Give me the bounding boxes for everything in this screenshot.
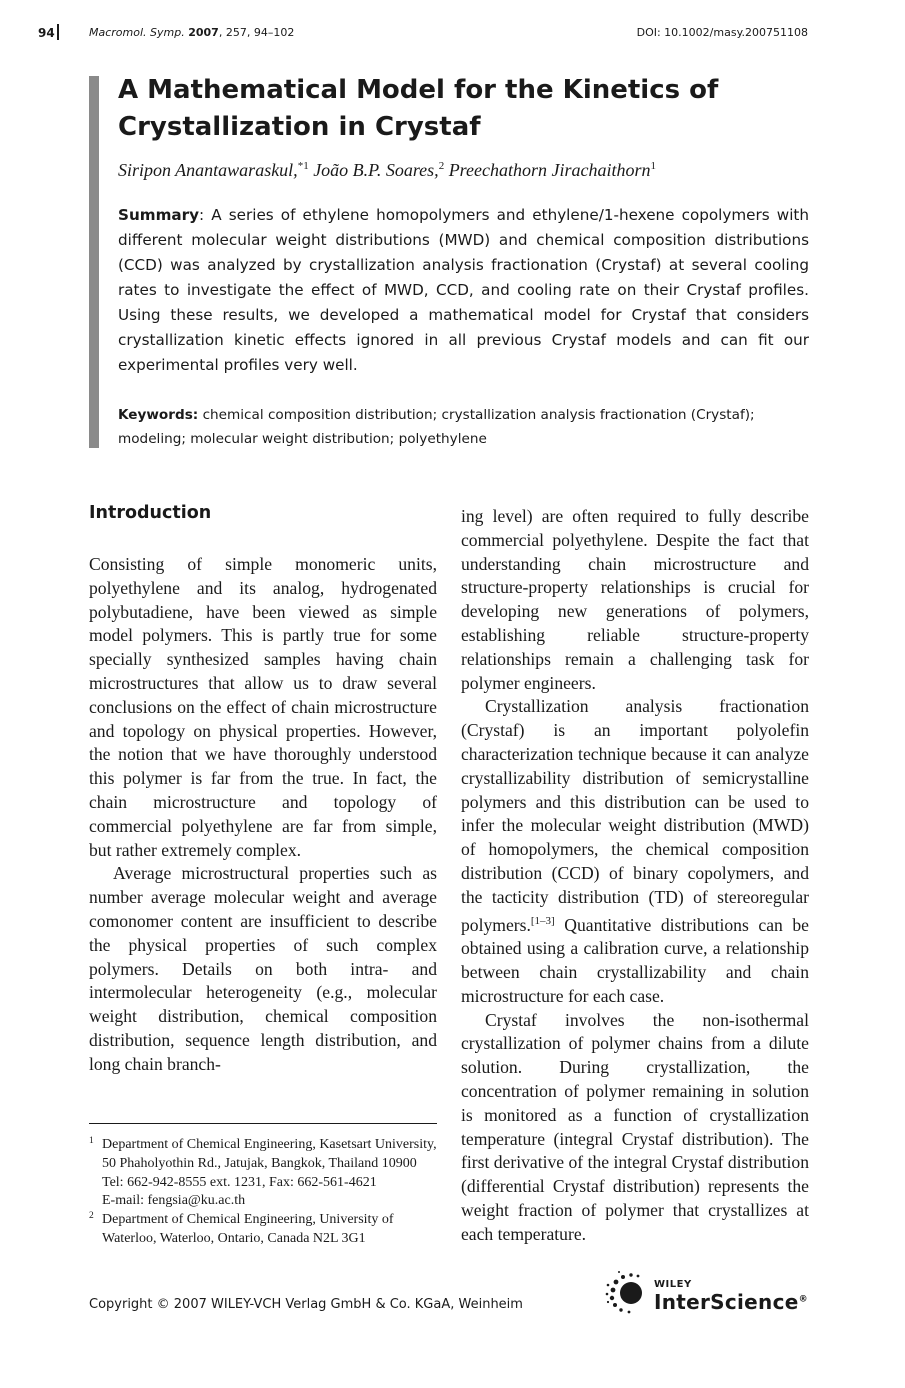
paragraph: ing level) are often required to fully describe commercial polyethylene. Despite the fact that understanding chain microstructure and structure-property relationships is crucial for developing new generations of polymers, establishing reliable structure-property relationships remain a challenging task for polymer engineers. [461,506,809,693]
footnotes [89,1136,439,1249]
right-column [461,505,809,1247]
author-list [118,160,818,181]
author-name: Siripon Anantawaraskul, [118,160,298,180]
footnote-number: 1 [89,1136,94,1146]
footnote-2 [89,1211,439,1249]
footnote-rule [89,1123,437,1124]
page-number-divider [57,24,59,40]
wiley-interscience-logo [604,1266,814,1316]
journal-name: Macromol. Symp. [89,26,185,39]
copyright-notice: Copyright © 2007 WILEY-VCH Verlag GmbH & Co. KGaA, Weinheim [89,1297,523,1312]
journal-year: 2007 [188,26,219,39]
page-number: 94 [38,26,55,40]
keywords-text: chemical composition distribution; crystallization analysis fractionation (Crystaf); modeling; molecular weight distribution; polyethylene [118,407,755,447]
paragraph: Crystaf involves the non-isothermal crystallization of polymer chains from a dilute solution. During crystallization, the concentration of polymer remaining in solution is monitored as a function of crystallization temperature (integral Crystaf distribution). The first derivative of the integral Crystaf distribution (differential Crystaf distribution) represents the weight fraction of polymer that crystallizes at each temperature. [461,1009,809,1244]
interscience-dots-icon [604,1270,650,1316]
keywords [118,403,809,451]
logo-registered-mark: ® [798,1294,808,1305]
footnote-1 [89,1136,439,1211]
title-line-2: Crystallization in Crystaf [118,112,481,142]
running-header [0,26,905,44]
keywords-label: Keywords: [118,407,199,423]
paragraph-text: Quantitative distributions can be obtained using a calibration curve, a relationship between chain crystallizability and chain microstructure for each case. [461,914,809,1006]
left-column [89,553,437,1077]
paragraph: Average microstructural properties such as number average molecular weight and average comonomer content are insufficient to describe the physical properties of such complex polymers. Details on both intra- and intermolecular heterogeneity (e.g., molecular weight distribution, chemical composition distribution, sequence length distribution, and long chain branch- [89,863,437,1074]
author-affiliation-mark: 1 [650,160,656,172]
author-name: Preechathorn Jirachaithorn [444,160,651,180]
paragraph: Consisting of simple monomeric units, polyethylene and its analog, hydrogenated polybutadiene, have been viewed as simple model polymers. This is partly true for some specially synthesized samples having chain microstructures that allow us to draw several conclusions on the effect of chain microstructure and topology on physical properties. However, the notion that we have thoroughly understood this polymer is far from the true. In fact, the chain microstructure and topology of commercial polyethylene are far from simple, but rather extremely complex. [89,554,437,860]
author-name: João B.P. Soares, [308,160,439,180]
footnote-affiliation: Department of Chemical Engineering, University of Waterloo, Waterloo, Ontario, Canada N2L 3G1 [102,1212,394,1246]
logo-wiley-text: WILEY [654,1279,692,1290]
footnote-phone-fax: Tel: 662-942-8555 ext. 1231, Fax: 662-561-4621 [102,1174,377,1190]
doi: DOI: 10.1002/masy.200751108 [636,26,808,39]
title-line-1: A Mathematical Model for the Kinetics of [118,75,719,105]
author-affiliation-mark: *1 [297,160,309,172]
summary-label: Summary [118,206,200,224]
footnote-affiliation: Department of Chemical Engineering, Kasetsart University, 50 Phaholyothin Rd., Jatujak, Bangkok, Thailand 10900 [102,1137,437,1171]
paragraph-text: Crystallization analysis fractionation (Crystaf) is an important polyolefin characterization technique because it can analyze crystallizability distribution of semicrystalline polymers and this distribution can be used to infer the molecular weight distribution (MWD) of homopolymers, the chemical composition distribution (CCD) of binary copolymers, and the tacticity distribution (TD) of stereoregular polymers. [461,696,809,935]
paragraph [461,695,809,1008]
journal-volume-pages: , 257, 94–102 [218,26,295,39]
footnote-email: E-mail: fengsia@ku.ac.th [102,1193,246,1209]
article-title [118,72,818,146]
section-heading-introduction: Introduction [89,503,212,523]
journal-citation [89,26,294,39]
abstract-summary [118,203,809,378]
citation-reference: [1–3] [530,914,555,927]
footnote-number: 2 [89,1211,94,1222]
summary-text: : A series of ethylene homopolymers and ethylene/1-hexene copolymers with different molecular weight distributions (MWD) and chemical composition distributions (CCD) was analyzed by crystallization analysis fractionation (Crystaf) at several cooling rates to investigate the effect of MWD, CCD, and cooling rate on their Crystaf profiles. Using these results, we developed a mathematical model for Crystaf that considers crystallization kinetic effects ignored in all previous Crystaf models and can fit our experimental profiles very well. [118,206,809,374]
logo-interscience-text [654,1290,808,1314]
abstract-sidebar-bar [89,76,99,448]
logo-interscience-word: InterScience [654,1290,799,1314]
author-affiliation-mark: 2 [438,160,445,172]
